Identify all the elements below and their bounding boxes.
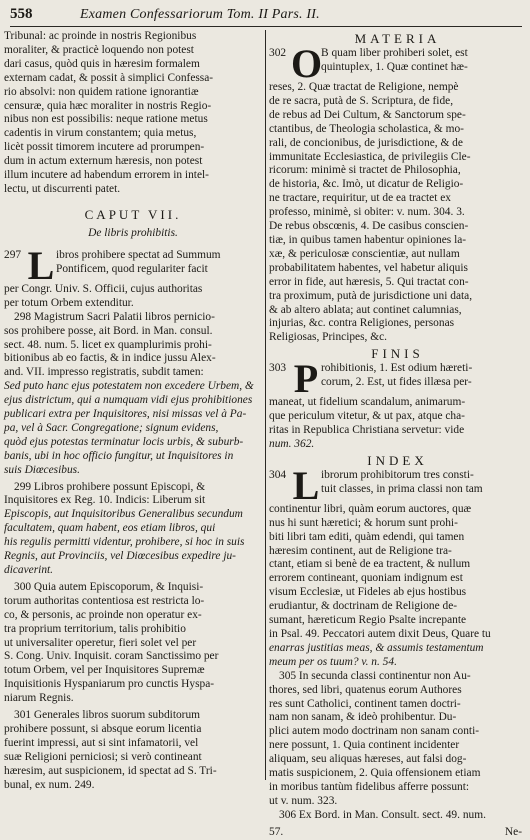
paragraph-297 — [4, 242, 262, 288]
text-line: immunitate Ecclesiastica, de privilegiis Cle- — [269, 150, 471, 163]
catchword-row — [269, 826, 526, 840]
text-line: ctant, etiam si benè de ea tractent, & nullum — [269, 558, 471, 571]
text-line: lectu, ut discurrenti patet. — [4, 182, 121, 195]
text-line: de historia, &c. Imò, ut dicatur de Religio- — [269, 178, 464, 191]
text-line: sect. 48. num. 5. licet ex quamplurimis prohi- — [4, 338, 212, 351]
text-line: Sed puto hanc ejus potestatem non excedere Urbem, & — [4, 380, 254, 393]
text-line: suis Diœcesibus. — [4, 463, 80, 476]
text-line: facultatem, quam habent, eos etiam libros, qui — [4, 522, 216, 535]
text-line: erudiantur, & doctrinam de Religione de- — [269, 600, 458, 613]
text-line: sumant, hæreticum Regio Psalte increpante — [269, 614, 467, 627]
left-column — [4, 30, 262, 791]
text-line: plici autem modo doctrinam non sanam conti- — [269, 725, 480, 738]
text-line: matis suspicionem, 2. Quia offensionem etiam — [269, 767, 481, 780]
page-number: 558 — [10, 6, 33, 22]
text-line: enarras justitias meas, & assumis testamentum — [269, 641, 484, 654]
text-line: nam non sanam, & ideò prohibentur. Du- — [269, 711, 457, 724]
text-line: reses, 2. Quæ tractat de Religione, nempè — [269, 81, 459, 93]
text-line: B quam liber prohiberi solet, est — [321, 47, 468, 59]
paragraph-298 — [4, 311, 262, 478]
text-line: licèt possit timorem incutere ad prorumpen- — [4, 141, 205, 154]
text-line: ne tractare, requiritur, ut de ea tractet ex — [269, 192, 452, 205]
text-line: Regnis, aut Provinciis, vel Diœcesibus expedire ju- — [4, 550, 236, 563]
text-line: ut universaliter operetur, fieri solet vel per — [4, 636, 197, 649]
text-line: nere possunt, 1. Quia continent incidenter — [269, 739, 460, 752]
text-line: fuerint impressi, aut si sint infamatorii, vel — [4, 736, 199, 749]
chapter-heading: CAPUT VII. — [84, 206, 182, 222]
text-line: Tribunal: ac proinde in nostris Regionibus — [4, 30, 197, 42]
column-divider — [265, 30, 266, 780]
text-line: nibus non est possibilis: neque ratione metus — [4, 113, 208, 126]
text-line: Inquisitionis Hyspaniarum pro cunctis Hyspa- — [4, 678, 215, 691]
text-line: suæ Religioni perniciosi; si verò contineant — [4, 750, 202, 763]
text-line: rio absolvi: non quidem ratione ignorantiæ — [4, 85, 199, 98]
text-line: maneat, ut fidelium scandalum, animarum- — [269, 396, 466, 409]
text-line: in Psal. 49. Peccatori autem dixit Deus, Quare tu — [269, 628, 491, 640]
drop-capital: P — [293, 356, 319, 402]
text-line: quòd ejus potestas terminatur locis urbis, & suburb- — [4, 435, 244, 448]
text-line: & ab altero ablata; aut continet calumnias, — [269, 303, 462, 316]
text-line: niarum Regnis. — [4, 692, 74, 705]
text-line: publicari extra per Inquisitores, nisi missas vel à Pa- — [4, 408, 247, 421]
text-line: per totum Orbem extenditur. — [4, 296, 134, 309]
text-line: prohibere possunt, si absque eorum licentia — [4, 722, 202, 735]
text-line: aliquam, seu aliquas hæreses, aut falsi dog- — [269, 753, 467, 766]
text-line: co, & personis, ac proinde non operatur ex- — [4, 608, 202, 621]
text-line: 300 Quia autem Episcoporum, & Inquisi- — [14, 580, 204, 593]
text-line: in moribus tantùm fidelibus afferre possunt: — [269, 780, 470, 793]
text-line: injurias, &c. contra Religiones, personas — [269, 317, 455, 330]
text-line: res sunt Catholici, continent tamen doctri- — [269, 697, 461, 710]
text-line: bunal, ex num. 249. — [4, 778, 95, 791]
chapter-subtitle: De libris prohibitis. — [88, 226, 178, 239]
text-line: visum Ecclesiæ, ut Fideles ab ejus hostibus — [269, 586, 467, 599]
text-line: bitionibus ab eo factis, & in indice jussu Alex- — [4, 352, 216, 365]
text-line: ut v. num. 323. — [269, 794, 338, 807]
page-header — [10, 4, 522, 27]
text-line: ejus districtum, qui a numquam vidi ejus prohibitiones — [4, 394, 253, 407]
text-line: banis, ubi in hoc officio fungitur, ut Inquisitores in — [4, 449, 234, 462]
text-line: biti libri tam editi, quàm edendi, qui tamen — [269, 530, 465, 543]
section-heading-index: INDEX — [367, 452, 428, 468]
drop-capital: L — [27, 242, 55, 288]
paragraph-304 — [269, 462, 526, 508]
text-line: ibros prohibere spectat ad Summum — [56, 248, 221, 261]
text-line: De rebus obscœnis, 4. De casibus conscien- — [269, 220, 469, 233]
paragraph-302 — [269, 41, 526, 86]
catchword-left: 57. — [269, 825, 284, 838]
text-line: his regulis permitti videntur, prohibere, si hoc in suis — [4, 536, 245, 549]
text-line: de re sacra, putà de S. Scriptura, de fide, — [269, 94, 454, 107]
text-line: cadentis in virum constantem; quia metus, — [4, 127, 197, 140]
text-line: num. 362. — [269, 437, 315, 450]
text-line: professo, minimè, si obiter: v. num. 304. 3. — [269, 206, 465, 219]
text-line: torum authoritas contentiosa est restricta lo- — [4, 594, 205, 607]
text-line: thores, sed libri, quatenus eorum Authores — [269, 683, 462, 696]
right-column — [269, 30, 526, 838]
drop-capital: L — [292, 462, 320, 508]
intro-paragraph — [4, 30, 262, 197]
catchword-right: Ne- — [504, 825, 522, 838]
text-line: probabilitatem habentes, vel habetur aliquis — [269, 261, 468, 274]
text-line: quintuplex, 1. Quæ continet hæ- — [321, 60, 468, 73]
text-line: illum incutere ad habendum errorem in intel- — [4, 169, 209, 182]
section-heading-finis: FINIS — [371, 346, 424, 362]
text-line: hæresim, aut suspicionem, id spectat ad S. Tri- — [4, 764, 217, 777]
text-line: moraliter, & practicè loquendo non potest — [4, 43, 194, 56]
text-line: dari casus, quòd quis in hæresim formalem — [4, 57, 200, 70]
paragraph-number: 304 — [269, 468, 287, 481]
text-line: ibrorum prohibitorum tres consti- — [321, 468, 474, 481]
paragraph-number: 302 — [269, 47, 287, 59]
section-heading-materia: MATERIA — [354, 31, 441, 46]
paragraph-number: 303 — [269, 362, 287, 375]
text-line: de rebus ad Dei Cultum, & Sanctorum spe- — [269, 108, 466, 121]
text-line: 301 Generales libros suorum subditorum — [14, 709, 201, 722]
text-line: meum per os tuum? v. n. 54. — [269, 655, 397, 668]
text-line: xæ, & periculosæ conscientiæ, aut nullam — [269, 247, 460, 260]
text-line: rali, de concionibus, de jurisdictione, & de — [269, 136, 463, 149]
text-line: ctantibus, de Theologia scholastica, & mo- — [269, 122, 464, 135]
paragraph-306: 306 Ex Bord. in Man. Consult. sect. 49. num. — [279, 808, 486, 821]
text-line: corum, 2. Est, ut fides illæsa per- — [321, 376, 472, 389]
paragraph-299 — [4, 481, 262, 578]
text-line: tra proprium territorium, talis prohibitio — [4, 622, 186, 635]
text-line: per Congr. Univ. S. Officii, cujus authoritas — [4, 282, 203, 295]
paragraph-number: 297 — [4, 248, 22, 261]
text-line: tiæ, in quibus tamen habentur opiniones la- — [269, 233, 467, 246]
text-line: ritas in Republica Christiana servetur: vide — [269, 424, 465, 437]
paragraph-301 — [4, 709, 262, 792]
text-line: dicaverint. — [4, 564, 54, 576]
text-line: totum Orbem, vel per Inquisitores Supremæ — [4, 664, 205, 677]
text-line: 299 Libros prohibere possunt Episcopi, & — [14, 480, 206, 493]
text-line: 305 In secunda classi continentur non Au- — [279, 669, 471, 682]
text-line: continentur libri, quàm eorum auctores, quæ — [269, 502, 472, 515]
text-line: pa, vel à Sacr. Congregatione; signum evidens, — [4, 421, 219, 434]
text-line: errorem contineant, quoniam indignum est — [269, 572, 463, 585]
text-line: S. Cong. Univ. Inquisit. coram Sanctissimo per — [4, 650, 219, 663]
text-line: externam cadat, & possit à simplici Confessa- — [4, 71, 214, 84]
text-line: dum in actum externum hæresis, non potest — [4, 155, 203, 168]
text-line: que periculum vitetur, & ut pax, atque cha- — [269, 410, 465, 423]
paragraph-300 — [4, 581, 262, 706]
text-line: rohibitionis, 1. Est odium hæreti- — [321, 362, 473, 375]
text-line: error in fide, aut hæresis, 5. Qui tractat con- — [269, 275, 469, 288]
text-line: Religiosas, Principes, &c. — [269, 331, 388, 344]
text-line: ricorum: minimè si tractet de Philosophia, — [269, 164, 461, 177]
text-line: tra proximum, putà de jurisdictione uni data, — [269, 289, 473, 302]
text-line: hæresim continent, aut de Religione tra- — [269, 544, 452, 557]
drop-capital: O — [291, 41, 323, 86]
text-line: Episcopis, aut Inquisitoribus Generalibus secundum — [4, 508, 243, 521]
text-line: nus hi sunt hæretici; & horum sunt prohi- — [269, 516, 458, 529]
text-line: censuræ, quia hæc moraliter in nostris Regio- — [4, 99, 212, 112]
text-line: sos prohibere posse, ait Bord. in Man. consul. — [4, 324, 213, 337]
text-line: and. VII. impresso registratis, subdit tamen: — [4, 366, 204, 379]
text-line: 298 Magistrum Sacri Palatii libros pernicio- — [14, 310, 215, 323]
text-line: Pontificem, quod regulariter facit — [56, 262, 208, 275]
text-line: Inquisitores ex Reg. 10. Indicis: Liberum sit — [4, 494, 206, 507]
running-title: Examen Confessariorum Tom. II Pars. II. — [80, 7, 320, 22]
paragraph-305 — [269, 670, 526, 809]
paragraph-303 — [269, 356, 526, 402]
text-line: tuit classes, in prima classi non tam — [321, 482, 483, 495]
